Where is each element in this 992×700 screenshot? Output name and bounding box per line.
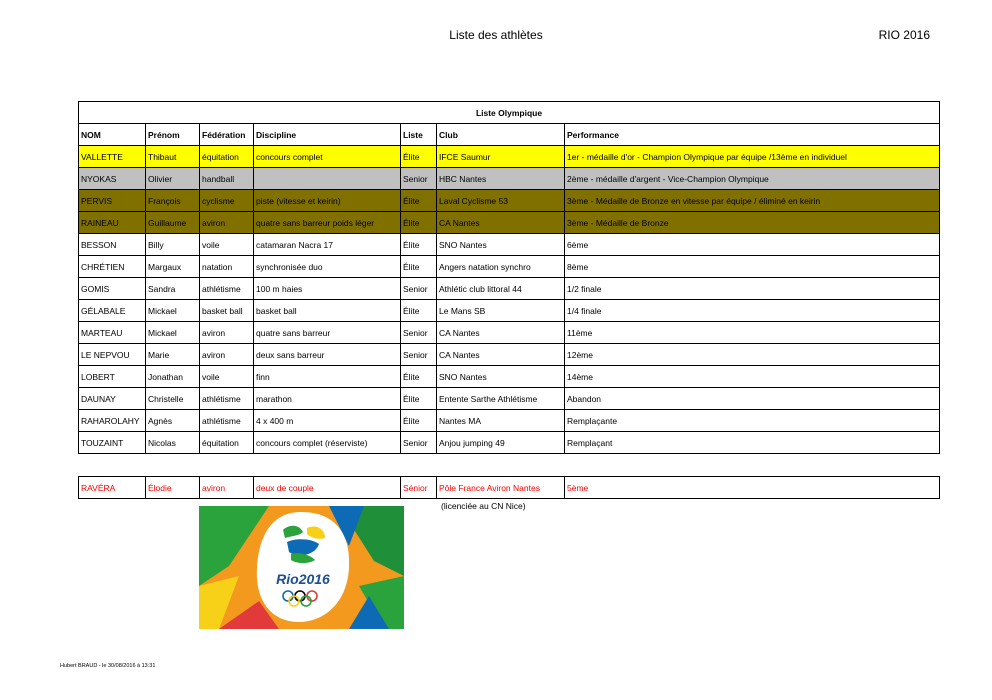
table-caption: Liste Olympique [79,102,940,124]
cell-prenom: Guillaume [146,212,200,234]
cell-nom: GÉLABALE [79,300,146,322]
cell-discipline: concours complet [254,146,401,168]
cell-prenom: François [146,190,200,212]
cell-liste: Senior [401,432,437,454]
rio2016-logo-image [199,506,404,629]
cell-club: Le Mans SB [437,300,565,322]
extra-athlete-table [78,476,940,499]
cell-nom: RAINEAU [79,212,146,234]
col-header-federation: Fédération [200,124,254,146]
table-row [79,146,940,168]
cell-discipline: finn [254,366,401,388]
table-row [79,212,940,234]
extra-cell-club: Pôle France Aviron Nantes [437,477,565,499]
cell-prenom: Jonathan [146,366,200,388]
cell-liste: Élite [401,366,437,388]
cell-federation: équitation [200,146,254,168]
extra-athlete-row [79,477,940,499]
extra-cell-performance: 5ème [565,477,940,499]
cell-discipline: deux sans barreur [254,344,401,366]
cell-prenom: Nicolas [146,432,200,454]
cell-federation: athlétisme [200,278,254,300]
cell-nom: GOMIS [79,278,146,300]
extra-cell-discipline: deux de couple [254,477,401,499]
cell-club: SNO Nantes [437,234,565,256]
extra-cell-federation: aviron [200,477,254,499]
cell-discipline: quatre sans barreur poids léger [254,212,401,234]
footer-author-date: Hubert BRAUD - le 30/08/2016 à 13:31 [60,663,156,669]
cell-federation: aviron [200,212,254,234]
col-header-liste: Liste [401,124,437,146]
table-row [79,168,940,190]
table-header-row [79,124,940,146]
cell-federation: handball [200,168,254,190]
cell-prenom: Marie [146,344,200,366]
cell-federation: aviron [200,344,254,366]
cell-liste: Senior [401,168,437,190]
cell-nom: NYOKAS [79,168,146,190]
cell-liste: Élite [401,300,437,322]
table-row [79,256,940,278]
cell-federation: natation [200,256,254,278]
table-row [79,388,940,410]
logo-wordmark: Rio2016 [276,571,330,587]
cell-performance: 11ème [565,322,940,344]
cell-prenom: Agnès [146,410,200,432]
cell-federation: athlétisme [200,388,254,410]
cell-discipline: quatre sans barreur [254,322,401,344]
cell-discipline: 4 x 400 m [254,410,401,432]
table-row [79,190,940,212]
col-header-nom: NOM [79,124,146,146]
cell-discipline: concours complet (réserviste) [254,432,401,454]
cell-discipline: catamaran Nacra 17 [254,234,401,256]
table-row [79,410,940,432]
table-caption-row [79,102,940,124]
cell-liste: Élite [401,190,437,212]
cell-discipline: 100 m haies [254,278,401,300]
cell-liste: Élite [401,410,437,432]
cell-performance: 1/4 finale [565,300,940,322]
cell-discipline: synchronisée duo [254,256,401,278]
cell-federation: équitation [200,432,254,454]
cell-club: Athlétic club littoral 44 [437,278,565,300]
cell-nom: TOUZAINT [79,432,146,454]
cell-nom: PERVIS [79,190,146,212]
document-title: Liste des athlètes [449,28,543,42]
cell-performance: 1er - médaille d'or - Champion Olympique par équipe /13ème en individuel [565,146,940,168]
cell-liste: Senior [401,344,437,366]
cell-performance: 8ème [565,256,940,278]
document-year: RIO 2016 [878,28,930,42]
table-row [79,344,940,366]
cell-prenom: Mickael [146,300,200,322]
table-row [79,322,940,344]
col-header-discipline: Discipline [254,124,401,146]
cell-liste: Senior [401,322,437,344]
cell-federation: aviron [200,322,254,344]
cell-performance: 14ème [565,366,940,388]
cell-performance: 2ème - médaille d'argent - Vice-Champion Olympique [565,168,940,190]
cell-nom: BESSON [79,234,146,256]
cell-nom: CHRÉTIEN [79,256,146,278]
cell-club: Angers natation synchro [437,256,565,278]
athletes-table [78,101,940,454]
cell-liste: Élite [401,212,437,234]
cell-club: HBC Nantes [437,168,565,190]
cell-performance: 3ème - Médaille de Bronze en vitesse par équipe / éliminé en keirin [565,190,940,212]
cell-liste: Senior [401,278,437,300]
extra-note: (licenciée au CN Nice) [441,501,526,511]
cell-prenom: Margaux [146,256,200,278]
cell-liste: Élite [401,234,437,256]
cell-prenom: Mickael [146,322,200,344]
cell-club: SNO Nantes [437,366,565,388]
extra-cell-nom: RAVÉRA [79,477,146,499]
cell-federation: voile [200,366,254,388]
cell-federation: athlétisme [200,410,254,432]
cell-liste: Élite [401,256,437,278]
cell-discipline: basket ball [254,300,401,322]
extra-cell-prenom: Élodie [146,477,200,499]
cell-club: CA Nantes [437,344,565,366]
cell-prenom: Olivier [146,168,200,190]
table-row [79,432,940,454]
cell-prenom: Christelle [146,388,200,410]
cell-club: CA Nantes [437,212,565,234]
cell-club: CA Nantes [437,322,565,344]
cell-club: IFCE Saumur [437,146,565,168]
table-row [79,366,940,388]
col-header-performance: Performance [565,124,940,146]
table-row [79,278,940,300]
cell-club: Anjou jumping 49 [437,432,565,454]
cell-prenom: Thibaut [146,146,200,168]
cell-discipline [254,168,401,190]
cell-discipline: marathon [254,388,401,410]
cell-liste: Élite [401,388,437,410]
cell-nom: LE NEPVOU [79,344,146,366]
cell-performance: 12ème [565,344,940,366]
cell-performance: 6ème [565,234,940,256]
col-header-club: Club [437,124,565,146]
cell-performance: 1/2 finale [565,278,940,300]
cell-club: Entente Sarthe Athlétisme [437,388,565,410]
cell-liste: Élite [401,146,437,168]
cell-club: Laval Cyclisme 53 [437,190,565,212]
cell-federation: basket ball [200,300,254,322]
table-row [79,300,940,322]
cell-federation: cyclisme [200,190,254,212]
cell-nom: VALLETTE [79,146,146,168]
cell-nom: RAHAROLAHY [79,410,146,432]
cell-club: Nantes MA [437,410,565,432]
col-header-prenom: Prénom [146,124,200,146]
table-row [79,234,940,256]
cell-nom: LOBERT [79,366,146,388]
cell-performance: 3ème - Médaille de Bronze [565,212,940,234]
cell-prenom: Billy [146,234,200,256]
cell-discipline: piste (vitesse et keirin) [254,190,401,212]
cell-nom: DAUNAY [79,388,146,410]
cell-performance: Remplaçante [565,410,940,432]
cell-performance: Remplaçant [565,432,940,454]
cell-federation: voile [200,234,254,256]
cell-performance: Abandon [565,388,940,410]
cell-prenom: Sandra [146,278,200,300]
cell-nom: MARTEAU [79,322,146,344]
extra-cell-liste: Sénior [401,477,437,499]
